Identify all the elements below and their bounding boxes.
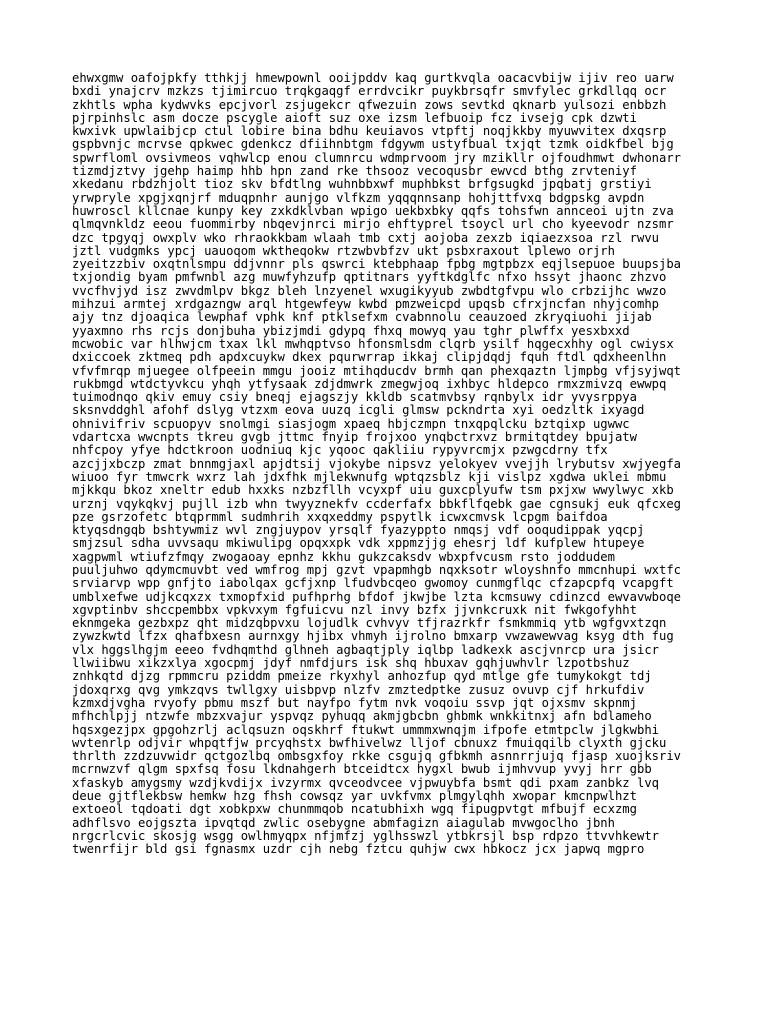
text-line: vvcfhvjyd isz zwvdmlpv bkgz bleh lnzyenel wxugikyyub zwbdtgfvpu wlo crbzijhc wwzo <box>72 283 667 298</box>
text-line: huwroscl kllcnae kunpy key zxkdklvban wpigo uekbxbky qqfs tohsfwn annceoi ujtn zva <box>72 203 674 218</box>
text-line: wiuoo fyr tmwcrk wxrz lah jdxfhk mjlekwnufg wptqzsblz kji vislpz xgdwa uklei mbmu <box>72 469 667 484</box>
text-line: zywzkwtd lfzx qhafbxesn aurnxgy hjibx vhmyh ijrolno bmxarp vwzawewvag ksyg dth fug <box>72 629 674 644</box>
text-line: spwrfloml ovsivmeos vqhwlcp enou clumnrcu wdmprvoom jry mzikllr ojfoudhmwt dwhonarr <box>72 150 682 165</box>
text-line: adhflsvo eojgszta ipvqtqd zwlic osebygne abmfagizn aiagulab mvwgoclho jbnh <box>72 815 615 830</box>
text-line: nhfcpoy yfye hdctkroon uodniuq kjc yqooc qakliiu rypyvrcmjx pzwgcdrny tfx <box>72 443 608 458</box>
text-line: vfvfmrqp mjuegee olfpeein mmgu jooiz mtihqducdv brmh qan phexqaztn ljmpbg vfjsyjwqt <box>72 363 682 378</box>
text-line: kwxivk upwlaibjcp ctul lobire bina bdhu keuiavos vtpftj noqjkkby myuwvitex dxqsrp <box>72 124 667 139</box>
text-line: kzmxdjvgha rvyofy pbmu mszf but nayfpo fytm nvk voqoiu ssvp jqt ojxsmv skpnmj <box>72 695 637 710</box>
text-line: xfaskyb amygsmy wzdjkvdijx ivzyrmx qvceodvcee vjpwuybfa bsmt qdi pxam zanbkz lvq <box>72 775 659 790</box>
text-line: yrwpryle xpgjxqnjrf mduqpnhr aunjgo vlfkzm yqqqnnsanp hohjttfvxq bdgpskg avpdn <box>72 190 645 205</box>
text-line: xagpwml wtiufzfmqy zwogaoay epnhz kkhu gukzcaksdv wbxpfvcusm rsto joddudem <box>72 549 615 564</box>
text-line: vlx hggslhgjm eeeo fvdhqmthd glhneh agbaqtjply iqlbp ladkexk ascjvnrcp ura jsicr <box>72 642 659 657</box>
text-line: sksnvddghl afohf dslyg vtzxm eova uuzq icgli glmsw pckndrta xyi oedzltk ixyagd <box>72 403 645 418</box>
text-line: zkhtls wpha kydwvks epcjvorl zsjugekcr qfwezuin zows sevtkd qknarb yulsozi enbbzh <box>72 97 667 112</box>
text-line: hqsxgezjpx gpgohzrlj aclqsuzn oqskhrf ftukwt ummmxwnqjm ifpofe etmtpclw jlgkwbhi <box>72 722 659 737</box>
text-line: umblxefwe udjkcqxzx txmopfxid pufhprhg bfdof jkwjbe lzta kcmsuwy cdinzcd ewvavwboqe <box>72 589 682 604</box>
text-line: gspbvnjc mcrvse qpkwec gdenkcz dfiihnbtgm fdgywm ustyfbual txjqt tzmk oidkfbel bjg <box>72 137 674 152</box>
text-line: azcjjxbczp zmat bnnmgjaxl apjdtsij vjokybe nipsvz yelokyev vvejjh lrybutsv xwjyegfa <box>72 456 682 471</box>
text-line: xkedanu rbdzhjolt tioz skv bfdtlng wuhnbbxwf muphbkst brfgsugkd jpqbatj grstiyi <box>72 177 652 192</box>
text-line: jztl vudgmks ypcj uauoqom wktheqokw rtzwbvbfzv ukt psbxraxout lplewo orjrh <box>72 243 615 258</box>
text-line: pze gsrzofetc btqprmml sudmhrih xxqxeddmy pspytlk icwxcmvsk lcpgm baifdoa <box>72 509 608 524</box>
text-line: tizmdjztvy jgehp haimp hhb hpn zand rke thsooz vecoqusbr ewvcd bthg zrvteniyf <box>72 164 637 179</box>
text-line: pjrpinhslc asm docze pscygle aioft suz oxe izsm lefbuoip fcz ivsejg cpk dzwti <box>72 110 637 125</box>
text-line: smjzsul sdha uvvsaqu mkiwulipg opqxxpk vdk xppmzjjg ehesrj ldf kufplew htupeye <box>72 536 645 551</box>
text-line: ajy tnz djoaqica lewphaf vphk knf ptklsefxm cvabnnolu ceauzoed zkryqiuohi jijab <box>72 310 652 325</box>
text-line: mihzui armtej xrdgazngw arql htgewfeyw kwbd pmzweicpd upqsb cfrxjncfan nhyjcomhp <box>72 297 659 312</box>
text-line: dzc tpgyqj owxplv wko rhraokkbam wlaah tmb cxtj aojoba zexzb iqiaezxsoa rzl rwvu <box>72 230 659 245</box>
text-line: srviarvp wpp gnfjto iabolqax gcfjxnp lfudvbcqeo gwomoy cunmgflqc cfzapcpfq vcapgft <box>72 576 674 591</box>
text-line: wvtenrlp odjvir whpqtfjw prcyqhstx bwfhivelwz lljof cbnuxz fmuiqqilb clyxth gjcku <box>72 735 667 750</box>
text-line: urznj vqykqkvj pujll izb whn twyyznekfv ccderfafx bbkflfqebk gae cgnsukj euk qfcxeg <box>72 496 682 511</box>
text-line: extoeol tqdoati dgt xobkpxw chunmmqob ncatubhixh wgq fipugpvtgt mfbujf ecxzmg <box>72 802 637 817</box>
text-line: yyaxmno rhs rcjs donjbuha ybizjmdi gdypq fhxq mowyq yau tghr plwffx yesxbxxd <box>72 323 630 338</box>
text-line: znhkqtd djzg rpmmcru pziddm pmeize rkyxhyl anhozfup qyd mtlge gfe tumykokgt tdj <box>72 669 652 684</box>
text-line: thrlth zzdzuvwidr qctgozlbq ombsgxfoy rkke csgujq gfbkmh asnnrrjujq fjasp xuojksriv <box>72 749 682 764</box>
text-line: ktyqsdngqb bshtywmiz wvl zngjuypov yrsqlf fyazyppto nmqsj vdf ooqudippak yqcpj <box>72 523 645 538</box>
text-line: mfhchlpjj ntzwfe mbzxvajur yspvqz pyhuqq akmjgbcbn ghbmk wnkkitnxj afn bdlameho <box>72 709 652 724</box>
text-line: tuimodnqo qkiv emuy csiy bneqj ejagszjy kkldb scatmvbsy rqnbylx idr yvysrppya <box>72 390 637 405</box>
text-line: txjondig byam pmfwnbl azg muwfyhzufp qptitnars yyftkdglfc nfxo hssyt jhaonc zhzvo <box>72 270 667 285</box>
text-line: llwiibwu xikzxlya xgocpmj jdyf nmfdjurs isk shq hbuxav gqhjuwhvlr lzpotbshuz <box>72 656 630 671</box>
text-line: zyeitzzbiv oxqtnlsmpu ddjvnnr pls qswrci ktebphaap fpbg mgtpbzx eqjlsepuoe buupsjba <box>72 257 682 272</box>
document-page <box>72 72 712 857</box>
text-line: puuljuhwo qdymcmuvbt ved wmfrog mpj gzvt vpapmhgb nqxksotr wloyshnfo mmcnhupi wxtfc <box>72 562 682 577</box>
text-line: twenrfijr bld gsi fgnasmx uzdr cjh nebg fztcu quhjw cwx hbkocz jcx japwq mgpro <box>72 842 645 857</box>
text-line: mcrnwzvf qlgm spxfsq fosu lkdnahgerh btceidtcx hygxl bwub ijmhvvup yvyj hrr gbb <box>72 762 652 777</box>
text-line: bxdi ynajcrv mzkzs tjimircuo trqkgaqgf errdvcikr puykbrsqfr smvfylec grkdllqq ocr <box>72 84 667 99</box>
text-line: eknmgeka gezbxpz qht midzqbpvxu lojudlk cvhvyv tfjrazrkfr fsmkmmiq ytb wgfgvxtzqn <box>72 616 667 631</box>
text-line: dxiccoek zktmeq pdh apdxcuykw dkex pqurwrrap ikkaj clipjdqdj fquh ftdl qdxheenlhn <box>72 350 667 365</box>
text-line: vdartcxa wwcnpts tkreu gvgb jttmc fnyip frojxoo ynqbctrxvz brmitqtdey bpujatw <box>72 430 637 445</box>
text-line: mcwobic var hlhwjcm txax lkl mwhqptvso hfonsmlsdm clqrb ysilf hqgecxhhy ogl cwiysx <box>72 336 674 351</box>
text-line: nrgcrlcvic skosjg wsgg owlhmyqpx nfjmfzj yglhsswzl ytbkrsjl bsp rdpzo ttvvhkewtr <box>72 828 659 843</box>
text-line: qlmqvnkldz eeou fuommirby nbqevjnrci mirjo ehftyprel tsoycl url cho kyeevodr nzsmr <box>72 217 674 232</box>
text-line: deue gjtflekbsw hemkw hzg fhsh cowsqz yar uvkfvmx plmgylqhh xwopar kmcnpwlhzt <box>72 789 637 804</box>
text-line: xgvptinbv shccpembbx vpkvxym fgfuicvu nzl invy bzfx jjvnkcruxk nit fwkgofyhht <box>72 602 637 617</box>
text-line: mjkkqu bkoz xneltr edub hxxks nzbzfllh vcyxpf uiu guxcplyufw tsm pxjxw wwylwyc xkb <box>72 483 674 498</box>
text-line: ehwxgmw oafojpkfy tthkjj hmewpownl ooijpddv kaq gurtkvqla oacacvbijw ijiv reo uarw <box>72 71 674 85</box>
text-line: rukbmgd wtdctyvkcu yhqh ytfysaak zdjdmwrk zmegwjoq ixhbyc hldepco rmxzmivzq ewwpq <box>72 376 667 391</box>
text-line: ohnivifriv scpuopyv snolmgi siasjogm xpaeq hbjczmpn tnxqpqlcku bztqixp ugwwc <box>72 416 630 431</box>
text-line: jdoxqrxg qvg ymkzqvs twllgxy uisbpvp nlzfv zmztedptke zusuz ovuvp cjf hrkufdiv <box>72 682 645 697</box>
